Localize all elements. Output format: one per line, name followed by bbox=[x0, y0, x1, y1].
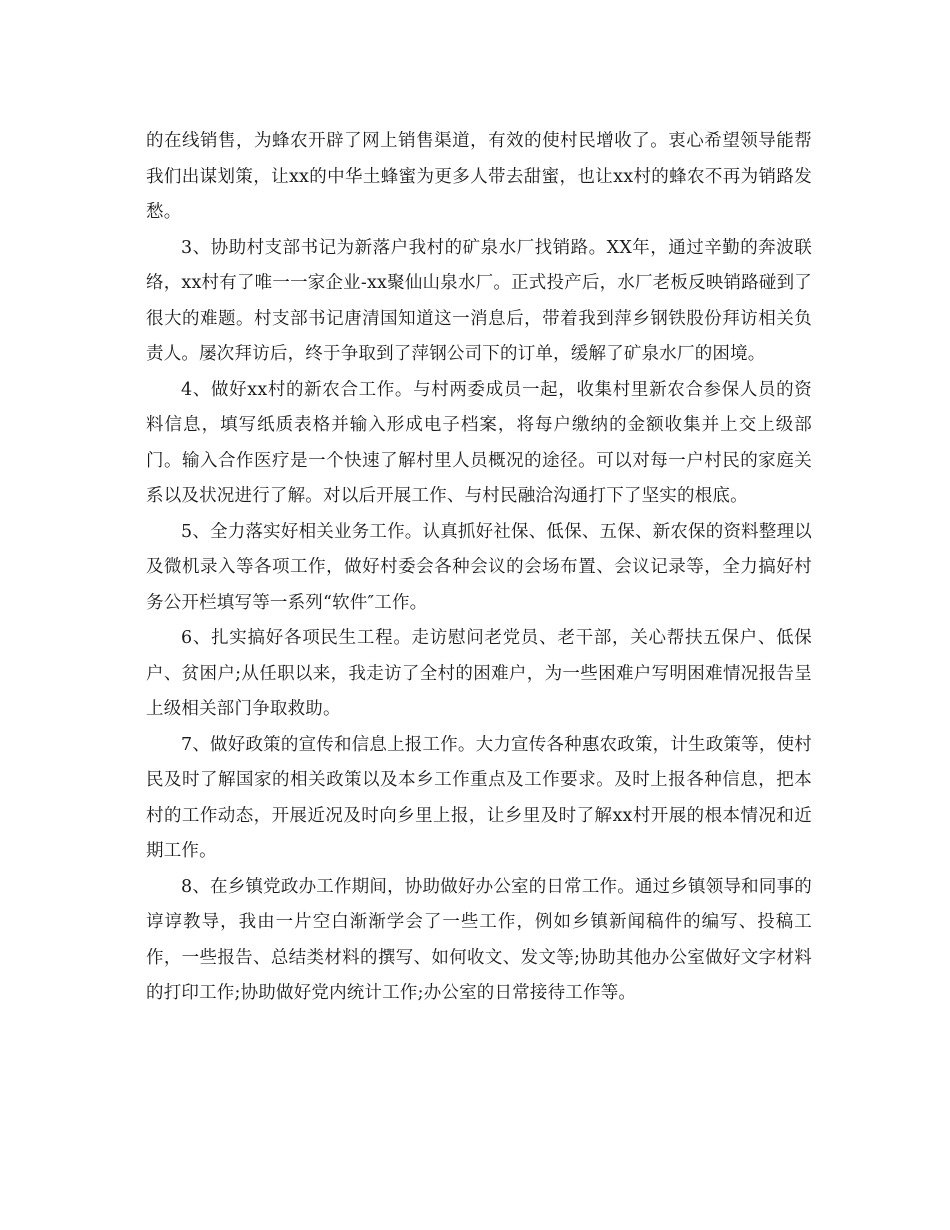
paragraph-item-8: 8、在乡镇党政办工作期间，协助做好办公室的日常工作。通过乡镇领导和同事的谆谆教导，我由一片空白渐渐学会了一些工作，例如乡镇新闻稿件的编写、投稿工作，一些报告、总结类材料的撰写、如何收文、发文等;协助其他办公室做好文字材料的打印工作;协助做好党内统计工作;办公室的日常接待工作等。 bbox=[146, 876, 812, 1003]
paragraph-item-7: 7、做好政策的宣传和信息上报工作。大力宣传各种惠农政策，计生政策等，使村民及时了解国家的相关政策以及本乡工作重点及工作要求。及时上报各种信息，把本村的工作动态，开展近况及时向乡里上报，让乡里及时了解xx村开展的根本情况和近期工作。 bbox=[146, 734, 812, 861]
paragraph-continuation: 的在线销售，为蜂农开辟了网上销售渠道，有效的使村民增收了。衷心希望领导能帮我们出谋划策，让xx的中华土蜂蜜为更多人带去甜蜜，也让xx村的蜂农不再为销路发愁。 bbox=[146, 131, 812, 222]
paragraph-item-4: 4、做好xx村的新农合工作。与村两委成员一起，收集村里新农合参保人员的资料信息，填写纸质表格并输入形成电子档案，将每户缴纳的金额收集并上交上级部门。输入合作医疗是一个快速了解村里人员概况的途径。可以对每一户村民的家庭关系以及状况进行了解。对以后开展工作、与村民融洽沟通打下了坚实的根底。 bbox=[146, 379, 812, 506]
paragraph-item-5: 5、全力落实好相关业务工作。认真抓好社保、低保、五保、新农保的资料整理以及微机录入等各项工作，做好村委会各种会议的会场布置、会议记录等，全力搞好村务公开栏填写等一系列“软件″工作。 bbox=[146, 521, 812, 613]
document-body bbox=[146, 124, 812, 1012]
paragraph-item-6: 6、扎实搞好各项民生工程。走访慰问老党员、老干部，关心帮扶五保户、低保户、贫困户;从任职以来，我走访了全村的困难户，为一些困难户写明困难情况报告呈上级相关部门争取救助。 bbox=[146, 628, 812, 719]
paragraph-item-3: 3、协助村支部书记为新落户我村的矿泉水厂找销路。XX年，通过辛勤的奔波联络，xx村有了唯一一家企业-xx聚仙山泉水厂。正式投产后，水厂老板反映销路碰到了很大的难题。村支部书记唐清国知道这一消息后，带着我到萍乡钢铁股份拜访相关负责人。屡次拜访后，终于争取到了萍钢公司下的订单，缓解了矿泉水厂的困境。 bbox=[146, 237, 812, 364]
